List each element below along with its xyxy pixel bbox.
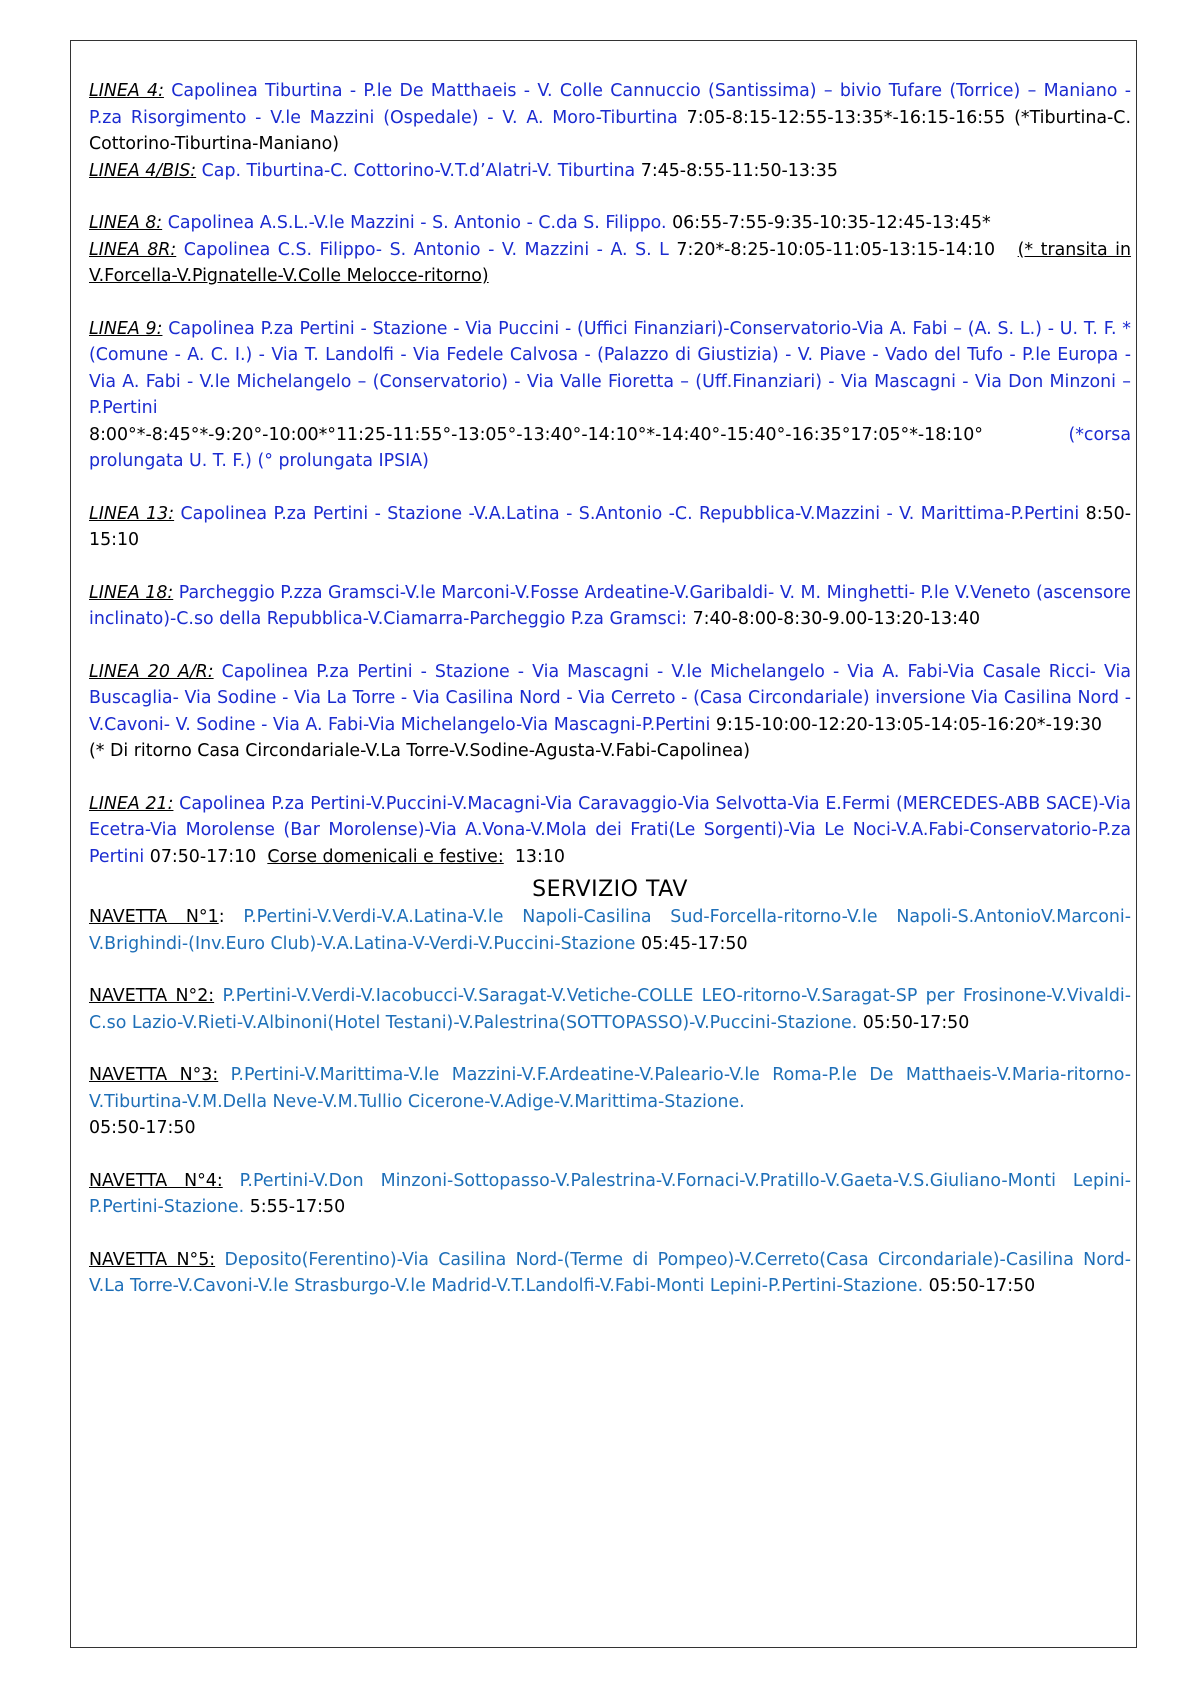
line-label: LINEA 21: [89,793,174,814]
line-route: Capolinea P.za Pertini - Stazione - Via Mascagni - V.le Michelangelo - Via A. Fabi-Via Casale Ricci- Via Buscaglia- Via Sodine - Via La Torre - Via Casilina Nord - Via Cerreto - (Casa Circondariale) inversione Via Casilina Nord - V.Cavoni- V. Sodine - Via A. Fabi-Via Michelangelo-Via Mascagni-P.Pertini [89,661,1131,735]
line-21-entry [89,791,1131,871]
line-18-entry [89,580,1131,633]
line-label: LINEA 8R: [89,239,177,260]
shuttle-sep: : [216,1170,223,1191]
line-9-entry [89,316,1131,475]
shuttle-times: 05:50-17:50 [928,1276,1036,1296]
shuttle-route: P.Pertini-V.Verdi-V.A.Latina-V.le Napoli-Casilina Sud-Forcella-ritorno-V.le Napoli-S.AntonioV.Marconi-V.Brighindi-(Inv.Euro Club)-V.A.Latina-V-Verdi-V.Puccini-Stazione [89,907,1131,954]
timetable-content [89,78,1131,1300]
line-label: LINEA 8: [89,213,163,233]
holiday-label: Corse domenicali e festive: [267,846,504,867]
line-4-entry [89,78,1131,158]
shuttle-1-entry [89,904,1131,957]
shuttle-route: Deposito(Ferentino)-Via Casilina Nord-(Terme di Pompeo)-V.Cerreto(Casa Circondariale)-Casilina Nord-V.La Torre-V.Cavoni-V.le Strasburgo-V.le Madrid-V.T.Landolfi-V.Fabi-Monti Lepini-P.Pertini-Stazione. [89,1249,1131,1296]
shuttle-2-entry [89,983,1131,1036]
line-4bis-entry [89,158,1131,185]
line-times: 06:55-7:55-9:35-10:35-12:45-13:45* [672,213,991,233]
line-times: 7:45-8:55-11:50-13:35 [640,160,838,181]
tav-section-title: SERVIZIO TAV [532,877,688,902]
line-label: LINEA 4: [89,81,164,101]
line-route: Capolinea A.S.L.-V.le Mazzini - S. Antonio - C.da S. Filippo. [162,213,673,233]
line-route: Capolinea P.za Pertini - Stazione -V.A.Latina - S.Antonio -C. Repubblica-V.Mazzini - V. Marittima-P.Pertini [174,503,1086,524]
line-8r-entry [89,237,1131,290]
line-20-entry [89,659,1131,765]
shuttle-times: 05:50-17:50 [862,1012,970,1033]
line-label: LINEA 4/BIS: [89,160,197,181]
line-note: (* transita in V.Forcella-V.Pignatelle-V.Colle Melocce-ritorno) [89,239,1132,286]
line-note: (*corsa prolungata U. T. F.) (° prolungata IPSIA) [89,424,1131,471]
shuttle-4-entry [89,1168,1131,1221]
line-route: Cap. Tiburtina-C. Cottorino-V.T.d’Alatri-V. Tiburtina [196,160,641,181]
line-label: LINEA 20 A/R: [89,661,214,682]
shuttle-sep: : [218,907,225,927]
shuttle-label: NAVETTA N°2: [89,986,215,1006]
shuttle-times: 05:45-17:50 [641,933,748,954]
shuttle-label: NAVETTA N°4 [89,1170,217,1191]
shuttle-route: P.Pertini-V.Verdi-V.Iacobucci-V.Saragat-V.Vetiche-COLLE LEO-ritorno-V.Saragat-SP per Frosinone-V.Vivaldi-C.so Lazio-V.Rieti-V.Albinoni(Hotel Testani)-V.Palestrina(SOTTOPASSO)-V.Puccini-Stazione. [89,986,1131,1033]
line-route: Capolinea P.za Pertini - Stazione - Via Puccini - (Uffici Finanziari)-Conservatorio-Via A. Fabi – (A. S. L.) - U. T. F. * (Comune - A. C. I.) - Via T. Landolfi - Via Fedele Calvosa - (Palazzo di Giustizia) - V. Piave - Vado del Tufo - P.le Europa - Via A. Fabi - V.le Michelangelo – (Conservatorio) - Via Valle Fioretta – (Uff.Finanziari) - Via Mascagni - Via Don Minzoni – P.Pertini [89,318,1131,418]
line-times: 7:20*-8:25-10:05-11:05-13:15-14:10 [676,239,996,260]
line-times: 8:50-15:10 [89,503,1131,550]
line-route: Parcheggio P.zza Gramsci-V.le Marconi-V.Fosse Ardeatine-V.Garibaldi- V. M. Minghetti- P.le V.Veneto (ascensore inclinato)-C.so della Repubblica-V.Ciamarra-Parcheggio P.za Gramsci: [89,582,1131,629]
line-label: LINEA 18: [89,582,174,603]
line-times: 7:40-8:00-8:30-9.00-13:20-13:40 [692,609,981,629]
line-route: Capolinea P.za Pertini-V.Puccini-V.Macagni-Via Caravaggio-Via Selvotta-Via E.Fermi (MERCEDES-ABB SACE)-Via Ecetra-Via Morolense (Bar Morolense)-Via A.Vona-V.Mola dei Frati(Le Sorgenti)-Via Le Noci-V.A.Fabi-Conservatorio-P.za Pertini [89,793,1131,867]
line-8-entry [89,210,1131,237]
shuttle-route: P.Pertini-V.Don Minzoni-Sottopasso-V.Palestrina-V.Fornaci-V.Pratillo-V.Gaeta-V.S.Giuliano-Monti Lepini-P.Pertini-Stazione. [89,1170,1131,1217]
shuttle-route: P.Pertini-V.Marittima-V.le Mazzini-V.F.Ardeatine-V.Paleario-V.le Roma-P.le De Matthaeis-V.Maria-ritorno-V.Tiburtina-V.M.Della Neve-V.M.Tullio Cicerone-V.Adige-V.Marittima-Stazione. [89,1065,1131,1112]
shuttle-label: NAVETTA N°5: [89,1249,216,1270]
shuttle-label: NAVETTA N°1 [89,907,219,927]
line-route: Capolinea C.S. Filippo- S. Antonio - V. Mazzini - A. S. L [176,239,677,260]
line-times: 9:15-10:00-12:20-13:05-14:05-16:20*-19:30 [715,714,1102,735]
line-label: LINEA 9: [89,318,163,339]
shuttle-times: 05:50-17:50 [89,1118,196,1138]
line-times: 8:00°*-8:45°*-9:20°-10:00*°11:25-11:55°-13:05°-13:40°-14:10°*-14:40°-15:40°-16:35°17:05°*-18:10° [89,424,983,445]
shuttle-3-entry [89,1062,1131,1142]
line-label: LINEA 13: [89,503,175,524]
line-times: 7:05-8:15-12:55-13:35*-16:15-16:55 [686,107,1006,128]
line-note: (*Tiburtina-C. Cottorino-Tiburtina-Maniano) [89,107,1131,154]
shuttle-5-entry [89,1247,1131,1300]
shuttle-label: NAVETTA N°3: [89,1065,219,1085]
line-times: 07:50-17:10 [149,846,257,867]
shuttle-times: 5:55-17:50 [249,1197,346,1217]
line-13-entry [89,501,1131,554]
line-route: Capolinea Tiburtina - P.le De Matthaeis - V. Colle Cannuccio (Santissima) – bivio Tufare (Torrice) – Maniano - P.za Risorgimento - V.le Mazzini (Ospedale) - V. A. Moro-Tiburtina [89,81,1131,128]
line-note: (* Di ritorno Casa Circondariale-V.La Torre-V.Sodine-Agusta-V.Fabi-Capolinea) [89,741,751,761]
holiday-times: 13:10 [514,846,565,867]
